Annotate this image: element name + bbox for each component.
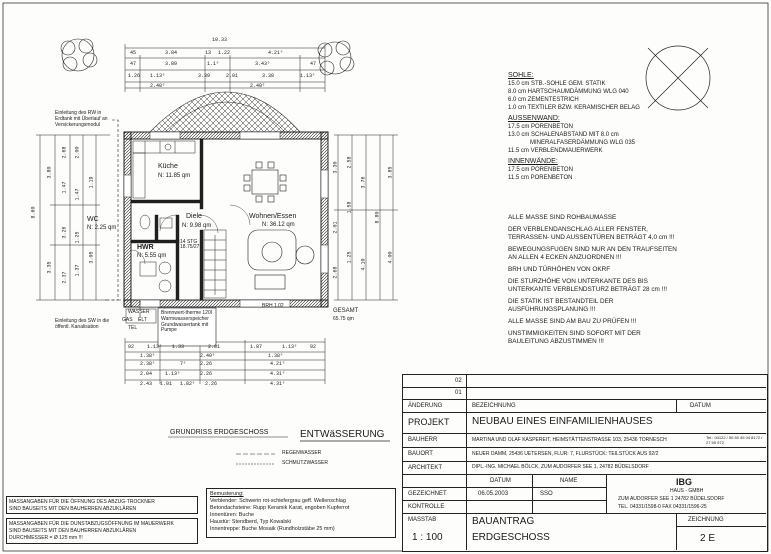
firm-logo: IBG <box>676 477 693 487</box>
remarks-block <box>508 214 708 346</box>
dim-top-r1-b: 3.84 <box>165 50 178 56</box>
gesamt-area: 65.75 qm <box>333 316 354 322</box>
firm-address: ZUM AUDORFER SEE 1 24782 BÜDELSDORF <box>618 496 725 502</box>
tree-symbol-icon <box>61 39 354 75</box>
dim-left-7: 2.00 <box>74 146 81 159</box>
massstab-value: 1 : 100 <box>412 532 443 543</box>
dim-right-10: 4.00 <box>387 251 394 264</box>
dim-left-5: 3.26 <box>61 226 68 239</box>
dim-left-11: 1.19 <box>88 176 95 189</box>
section-title: GRUNDRISS ERDGESCHOSS <box>170 429 269 436</box>
dim-right-8: 8.80 <box>374 211 381 224</box>
remark: UNSTIMMIGKEITEN SIND SOFORT MIT DER BAULEITUNG ABZUSTIMMEN !!! <box>508 330 641 345</box>
spec-block <box>508 72 678 182</box>
bezeichnung-label: BEZEICHNUNG <box>472 403 516 409</box>
room-label-diele: Diele <box>186 213 202 220</box>
dim-right-7: 4.10 <box>360 258 367 271</box>
room-area-diele: N: 9.98 qm <box>182 223 212 229</box>
room-label-wc: WC <box>87 216 99 223</box>
dim-top-r2-a: 47 <box>130 61 137 67</box>
dim-bot-r3-d: 4.21⁵ <box>270 361 286 367</box>
projekt-label: PROJEKT <box>408 417 450 427</box>
dim-bot-r3-a: 2.38⁵ <box>140 361 156 367</box>
remark: ALLE MASSE SIND ROHBAUMASSE <box>508 214 617 221</box>
dim-top-r1-c: 13 <box>205 50 212 56</box>
remark: DER VERBLENDANSCHLAG ALLER FENSTER, TERRASSEN- UND AUSSENTÜREN BETRÄGT 4,0 cm !!! <box>508 226 675 241</box>
bauherr-value: MARTINA UND OLAF KASPEREIT, HEIMSTÄTTENSTRASSE 103, 25436 TORNESCH <box>472 437 667 443</box>
dim-left-2: 3.35 <box>46 261 53 274</box>
revision-02: 02 <box>455 378 462 384</box>
gesamt-label: GESAMT <box>333 308 359 314</box>
aenderung-label: ÄNDERUNG <box>408 403 443 409</box>
spec-innen-title: INNENWÄNDE: <box>508 158 558 165</box>
dim-bot-r5-b: 1.01 <box>160 381 173 387</box>
bemusterung-line: Innentüren: Buche <box>210 512 255 518</box>
dim-right-6: 3.76 <box>360 176 367 189</box>
dim-bot-r4-c: 2.26 <box>200 371 213 377</box>
dim-bot-r3-c: 2.26 <box>200 361 213 367</box>
dim-top-r4-a: 2.40⁵ <box>150 83 166 89</box>
dim-bot-r3-b: 7⁵ <box>180 361 187 367</box>
dim-total-width: 10.33 <box>212 37 228 43</box>
bauantrag-label: BAUANTRAG <box>472 516 535 527</box>
dim-top-r1-e: 4.21⁵ <box>268 50 284 56</box>
name-label: NAME <box>560 478 578 484</box>
bauort-value: NEUER DAMM, 25436 UETERSEN, FLUR: 7, FLURSTÜCK: TEILSTÜCK AUS 92/2 <box>472 451 659 457</box>
spec-sohle-line: 15.0 cm STB.-SOHLE GEM. STATIK <box>508 81 606 87</box>
spec-sohle-line: 6.0 cm ZEMENTESTRICH <box>508 97 579 103</box>
project-title: NEUBAU EINES EINFAMILIENHAUSES <box>472 416 653 427</box>
architekt-value: DIPL.-ING. MICHAEL BÖLCK, ZUM AUDORFER SEE 1, 24782 BÜDELSDORF <box>472 464 649 470</box>
kontrolle-label: KONTROLLE <box>408 504 445 510</box>
bemusterung-title: Bemusterung: <box>210 491 244 497</box>
dim-top-r3-e: 3.38 <box>262 73 275 79</box>
room-area-kueche: N: 11.85 qm <box>158 173 191 179</box>
dim-top-r3-a: 1.26 <box>128 73 141 79</box>
dim-right-1: 2.01 <box>332 221 339 234</box>
spec-aussen-line: 17.5 cm PORENBETON <box>508 124 573 130</box>
spec-innen-line: 17.5 cm PORENBETON <box>508 167 573 173</box>
dim-bot-r1-c: 1.33 <box>172 344 185 350</box>
dim-bot-r1-d: 2.01 <box>208 344 221 350</box>
dim-top-r3-d: 2.01 <box>226 73 239 79</box>
dim-right-4: 1.58 <box>346 201 353 214</box>
dim-top-r3-b: 1.13⁵ <box>150 73 166 79</box>
bemusterung-line: Haustür: Stendberd, Typ Kowalski <box>210 519 292 525</box>
wasser-label: WASSER <box>128 309 150 315</box>
dim-top-r1-a: 45 <box>130 50 137 56</box>
dim-top-r2-d: 3.43⁵ <box>255 61 271 67</box>
massstab-label: MASSTAB <box>408 517 437 523</box>
dim-left-1: 3.80 <box>46 166 53 179</box>
bemusterung-box <box>206 488 396 538</box>
stair-note: 14 STG 18.75/27 <box>180 239 200 250</box>
spec-aussen-title: AUSSENWAND: <box>508 115 560 122</box>
spec-aussen-line: MINERALFASERDÄMMUNG WLG 035 <box>530 140 636 146</box>
dim-left-0: 8.60 <box>30 206 37 219</box>
dim-bot-r2-c: 1.38⁵ <box>268 353 284 359</box>
erdgeschoss-label: ERDGESCHOSS <box>472 532 550 543</box>
dim-bot-r1-f: 1.13⁵ <box>282 344 298 350</box>
legend-regen: REGENWASSER <box>282 450 322 456</box>
dim-right-0: 3.30 <box>332 161 339 174</box>
dim-bot-r1-b: 1.13⁵ <box>147 344 163 350</box>
dim-bot-r1-e: 1.87 <box>250 344 263 350</box>
spec-aussen-line: 13.0 cm SCHALENABSTAND MIT 8.0 cm <box>508 132 619 138</box>
dim-bot-r4-a: 2.04 <box>140 371 153 377</box>
dim-right-2: 2.68 <box>332 266 339 279</box>
bauherr-tel: Tel.: 04122 / 50 50 49 04 8172 / 27 55 972 <box>706 435 763 445</box>
sofa-icon <box>248 230 314 289</box>
spec-sohle-title: SOHLE: <box>508 72 534 79</box>
dim-right-5: 1.25 <box>346 251 353 264</box>
cistern-note: Brennwert-therme 120l Warmwasserspeicher Grundwassertank mit Pumpe <box>161 310 212 334</box>
bemusterung-line: Innentreppe: Buche Mosaik (Rundholzstäbe 25 mm) <box>210 526 335 532</box>
spec-innen-line: 11.5 cm PORENBETON <box>508 175 573 181</box>
dim-left-12: 3.05 <box>88 251 95 264</box>
rainwater-note: Einleitung des RW in Erdtank mit Überlauf an Versickerungsmodul <box>55 110 108 128</box>
firm-phone: TEL. 04331/1598-0 FAX 04331/1596-25 <box>618 504 707 510</box>
dim-right-9: 3.85 <box>387 166 394 179</box>
stair-symbol-icon <box>204 230 226 298</box>
legend-title: ENTWäSSERUNG <box>300 429 385 440</box>
zeichnung-label: ZEICHNUNG <box>688 517 724 523</box>
gezeichnet-name: SSO <box>540 491 553 497</box>
remark: DIE STATIK IST BESTANDTEIL DER AUSFÜHRUNGSPLANUNG !!! <box>508 298 614 313</box>
dim-bot-r4-b: 1.13⁵ <box>165 371 181 377</box>
dim-top-r2-b: 3.89 <box>165 61 178 67</box>
tel-label: TEL <box>128 325 138 331</box>
dim-right-3: 2.58 <box>346 156 353 169</box>
massangaben-box-1: MASSANGABEN FÜR DIE ÖFFNUNG DES ABZUG-TROCKNER SIND BAUSEITS MIT DEN BAUHERREN ABZUKLÄREN <box>6 496 198 514</box>
room-label-hwr: HWR <box>137 244 154 251</box>
firm-sub: HAUS - GMBH <box>670 488 704 494</box>
room-area-wohnen: N: 36.12 qm <box>262 222 295 228</box>
dim-bot-r2-a: 1.38⁵ <box>140 353 156 359</box>
dim-top-r2-e: 47 <box>310 61 317 67</box>
dim-left-10: 1.37 <box>74 264 81 277</box>
dim-left-8: 1.47 <box>74 188 81 201</box>
dim-bot-r4-d: 4.31⁵ <box>270 371 286 377</box>
bemusterung-line: Betondachsteine: Rupp Keramik Karat, engoben Kupferrot <box>210 505 350 511</box>
dim-left-6: 2.37 <box>61 271 68 284</box>
gezeichnet-datum: 06.05.2003 <box>478 491 509 497</box>
spec-sohle-line: 1.0 cm TEXTILER BZW. KERAMISCHER BELAG <box>508 105 640 111</box>
dim-top-r1-d: 1.22 <box>218 50 231 56</box>
gas-label: GAS <box>122 317 133 323</box>
dim-bot-r1-g: 92 <box>310 344 317 350</box>
spec-aussen-line: 11.5 cm VERBLENDMAUERWERK <box>508 148 603 154</box>
room-area-hwr: N: 5.55 qm <box>137 253 167 259</box>
dim-top-r3-c: 3.39 <box>198 73 211 79</box>
room-label-wohnen: Wohnen/Essen <box>249 213 297 220</box>
spec-sohle-line: 8.0 cm HARTSCHAUMDÄMMUNG WLG 040 <box>508 89 629 95</box>
massangaben-box-2: MASSANGABEN FÜR DIE DUNSTABZUGSÖFFNUNG IM MAUERWERK SIND BAUSEITS MIT DEN BAUHERREN ABZUKLÄREN DURCHMESSER = Ø 125 mm !!! <box>6 518 198 544</box>
room-label-kueche: Küche <box>158 163 178 170</box>
architekt-label: ARCHITEKT <box>408 465 443 471</box>
remark: BRH UND TÜRHÖHEN VON OKRF <box>508 266 611 273</box>
dim-bot-r2-b: 2.40⁵ <box>200 353 216 359</box>
dining-table-icon <box>244 162 286 202</box>
dim-bot-r5-a: 2.43 <box>140 381 153 387</box>
dim-top-r2-c: 1.1⁵ <box>207 61 220 67</box>
dim-bot-r5-e: 4.31⁵ <box>270 381 286 387</box>
remark: DIE STURZHÖHE VON UNTERKANTE DES BIS UNTERKANTE VERBLENDSTURZ BETRÄGT 28 cm !!! <box>508 278 667 293</box>
remark: ALLE MASSE SIND AM BAU ZU PRÜFEN !!! <box>508 318 637 325</box>
revision-01: 01 <box>455 390 462 396</box>
datum-label: DATUM <box>490 478 511 484</box>
dim-top-r4-b: 2.40⁵ <box>250 83 266 89</box>
dim-bot-r5-c: 1.82⁵ <box>180 381 196 387</box>
bemusterung-line: Verblender: Schwerin rot-schiefergrau geff. Wellenschlag <box>210 498 346 504</box>
bauherr-label: BAUHERR <box>408 437 438 443</box>
dim-left-3: 2.68 <box>61 146 68 159</box>
room-area-wc: N: 2.25 qm <box>87 225 117 231</box>
datum-header: DATUM <box>690 403 711 409</box>
dim-bot-r5-d: 2.26 <box>205 381 218 387</box>
sewage-note: Einleitung des SW in die öffentl. Kanalisation <box>55 318 110 330</box>
gezeichnet-label: GEZEICHNET <box>408 491 447 497</box>
elt-label: ELT <box>138 317 147 323</box>
brh-note: BRH 1.02 <box>262 303 284 309</box>
dim-left-4: 1.47 <box>61 181 68 194</box>
dim-left-9: 1.25 <box>74 231 81 244</box>
dim-bot-r1-a: 92 <box>128 344 135 350</box>
bauort-label: BAUORT <box>408 451 433 457</box>
zeichnung-value: 2 E <box>700 533 716 544</box>
remark: BEWEGUNGSFUGEN SIND NUR AN DEN TRAUFSEITEN AN ALLEN 4 ECKEN ANZUORDNEN !!! <box>508 246 677 261</box>
legend-schmutz: SCHMUTZWASSER <box>282 460 328 466</box>
dim-top-r3-f: 1.13⁵ <box>300 73 316 79</box>
